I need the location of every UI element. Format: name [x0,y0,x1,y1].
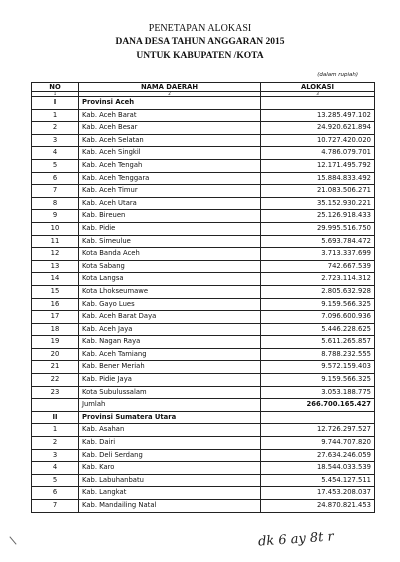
table-row [32,386,375,399]
row-name: Provinsi Sumatera Utara [79,411,261,424]
row-no: 23 [32,386,79,399]
row-no: 11 [32,235,79,248]
row-value: 13.285.497.102 [261,109,375,122]
row-name: Kab. Aceh Besar [79,122,261,135]
row-name: Kab. Aceh Tamiang [79,348,261,361]
table-row [32,374,375,387]
row-name: Kab. Deli Serdang [79,449,261,462]
row-value: 4.786.079.701 [261,147,375,160]
table-row [32,210,375,223]
row-no: 6 [32,172,79,185]
row-name: Kab. Mandailing Natal [79,500,261,513]
row-value: 15.884.833.492 [261,172,375,185]
row-name: Kota Banda Aceh [79,248,261,261]
document-title-line1: PENETAPAN ALOKASI [148,23,252,34]
row-name: Kab. Karo [79,462,261,475]
row-no: 15 [32,285,79,298]
header-no: NO [32,83,79,92]
row-value: 2.805.632.928 [261,285,375,298]
row-name: Kab. Dairi [79,437,261,450]
table-row [32,248,375,261]
document-title-line3: UNTUK KABUPATEN /KOTA [136,51,264,61]
table-row [32,122,375,135]
table-row [32,474,375,487]
row-name: Kab. Aceh Barat [79,109,261,122]
table-row [32,311,375,324]
row-no: 20 [32,348,79,361]
table-row [32,285,375,298]
index-no: 1 [32,92,79,97]
row-no: 14 [32,273,79,286]
row-name: Kab. Aceh Tengah [79,159,261,172]
section-row [32,411,375,424]
table-row [32,273,375,286]
header-value: ALOKASI [261,83,375,92]
row-no: 3 [32,134,79,147]
row-no [32,399,79,412]
row-no: 8 [32,197,79,210]
row-value: 8.788.232.555 [261,348,375,361]
row-no: 21 [32,361,79,374]
table-row [32,197,375,210]
table-row [32,336,375,349]
index-name: 2 [79,92,261,97]
table-row [32,424,375,437]
index-value: 3 [261,92,375,97]
row-value: 10.727.420.020 [261,134,375,147]
row-value: 17.453.208.037 [261,487,375,500]
row-name: Kota Sabang [79,260,261,273]
row-no: 2 [32,122,79,135]
row-no: 19 [32,336,79,349]
table-row [32,323,375,336]
row-value: 9.572.159.403 [261,361,375,374]
document-title-line2: DANA DESA TAHUN ANGGARAN 2015 [115,37,285,47]
row-no: 16 [32,298,79,311]
table-row [32,235,375,248]
row-no: 1 [32,109,79,122]
row-no: 2 [32,437,79,450]
header-name: NAMA DAERAH [79,83,261,92]
row-name: Kab. Labuhanbatu [79,474,261,487]
row-no: 4 [32,147,79,160]
row-value: 24.870.821.453 [261,500,375,513]
row-no: 3 [32,449,79,462]
unit-note: (dalam rupiah) [317,72,358,78]
table-row [32,222,375,235]
row-name: Kab. Bireuen [79,210,261,223]
row-no: 13 [32,260,79,273]
row-name: Kab. Aceh Timur [79,185,261,198]
row-no: 6 [32,487,79,500]
table-row [32,147,375,160]
row-no: 22 [32,374,79,387]
row-no: 5 [32,159,79,172]
row-value: 9.744.707.820 [261,437,375,450]
row-value: 5.693.784.472 [261,235,375,248]
row-name: Kab. Aceh Selatan [79,134,261,147]
row-value: 12.726.297.527 [261,424,375,437]
row-no: I [32,97,79,110]
row-value: 742.667.539 [261,260,375,273]
table-row [32,437,375,450]
row-no: 17 [32,311,79,324]
handwritten-initials: dk 6 ay 8t r [257,529,335,550]
row-name: Kab. Aceh Utara [79,197,261,210]
row-no: 5 [32,474,79,487]
row-value: 21.083.506.271 [261,185,375,198]
row-name: Kab. Asahan [79,424,261,437]
table-row [32,185,375,198]
row-value: 3.053.188.775 [261,386,375,399]
table-row [32,159,375,172]
row-value [261,97,375,110]
row-value: 9.159.566.325 [261,374,375,387]
row-no: 4 [32,462,79,475]
row-no: II [32,411,79,424]
total-row [32,399,375,412]
row-no: 7 [32,500,79,513]
row-value: 18.544.033.539 [261,462,375,475]
row-name: Kab. Aceh Tenggara [79,172,261,185]
table-row [32,172,375,185]
row-name: Kota Lhokseumawe [79,285,261,298]
table-row [32,134,375,147]
row-value: 25.126.918.433 [261,210,375,223]
row-value: 35.152.930.221 [261,197,375,210]
allocation-table [31,82,375,513]
row-name: Kota Subulussalam [79,386,261,399]
row-no: 12 [32,248,79,261]
row-value: 5.454.127.511 [261,474,375,487]
row-no: 18 [32,323,79,336]
table-row [32,260,375,273]
row-no: 1 [32,424,79,437]
row-value: 27.634.246.059 [261,449,375,462]
row-value: 24.920.621.894 [261,122,375,135]
table-row [32,109,375,122]
row-name: Kab. Aceh Barat Daya [79,311,261,324]
row-name: Kab. Pidie Jaya [79,374,261,387]
table-row [32,298,375,311]
row-name: Kab. Nagan Raya [79,336,261,349]
row-value: 29.995.516.750 [261,222,375,235]
row-name: Kab. Bener Meriah [79,361,261,374]
table-row [32,449,375,462]
row-name: Kab. Aceh Jaya [79,323,261,336]
table-row [32,462,375,475]
table-body [32,97,375,513]
row-value: 5.611.265.857 [261,336,375,349]
row-value: 3.713.337.699 [261,248,375,261]
row-name: Kota Langsa [79,273,261,286]
row-value: 266.700.165.427 [261,399,375,412]
row-name: Kab. Aceh Singkil [79,147,261,160]
row-value: 9.159.566.325 [261,298,375,311]
table-row [32,361,375,374]
section-row [32,97,375,110]
row-value [261,411,375,424]
row-name: Kab. Gayo Lues [79,298,261,311]
row-name: Kab. Simeulue [79,235,261,248]
row-name: Jumlah [79,399,261,412]
scan-mark [9,536,16,544]
row-value: 5.446.228.625 [261,323,375,336]
row-value: 12.171.495.792 [261,159,375,172]
row-name: Kab. Langkat [79,487,261,500]
row-no: 10 [32,222,79,235]
table-row [32,487,375,500]
table-header-row [32,83,375,92]
table-row [32,348,375,361]
row-name: Kab. Pidie [79,222,261,235]
row-value: 2.723.114.312 [261,273,375,286]
row-no: 9 [32,210,79,223]
row-no: 7 [32,185,79,198]
row-value: 7.096.600.936 [261,311,375,324]
table-row [32,500,375,513]
row-name: Provinsi Aceh [79,97,261,110]
